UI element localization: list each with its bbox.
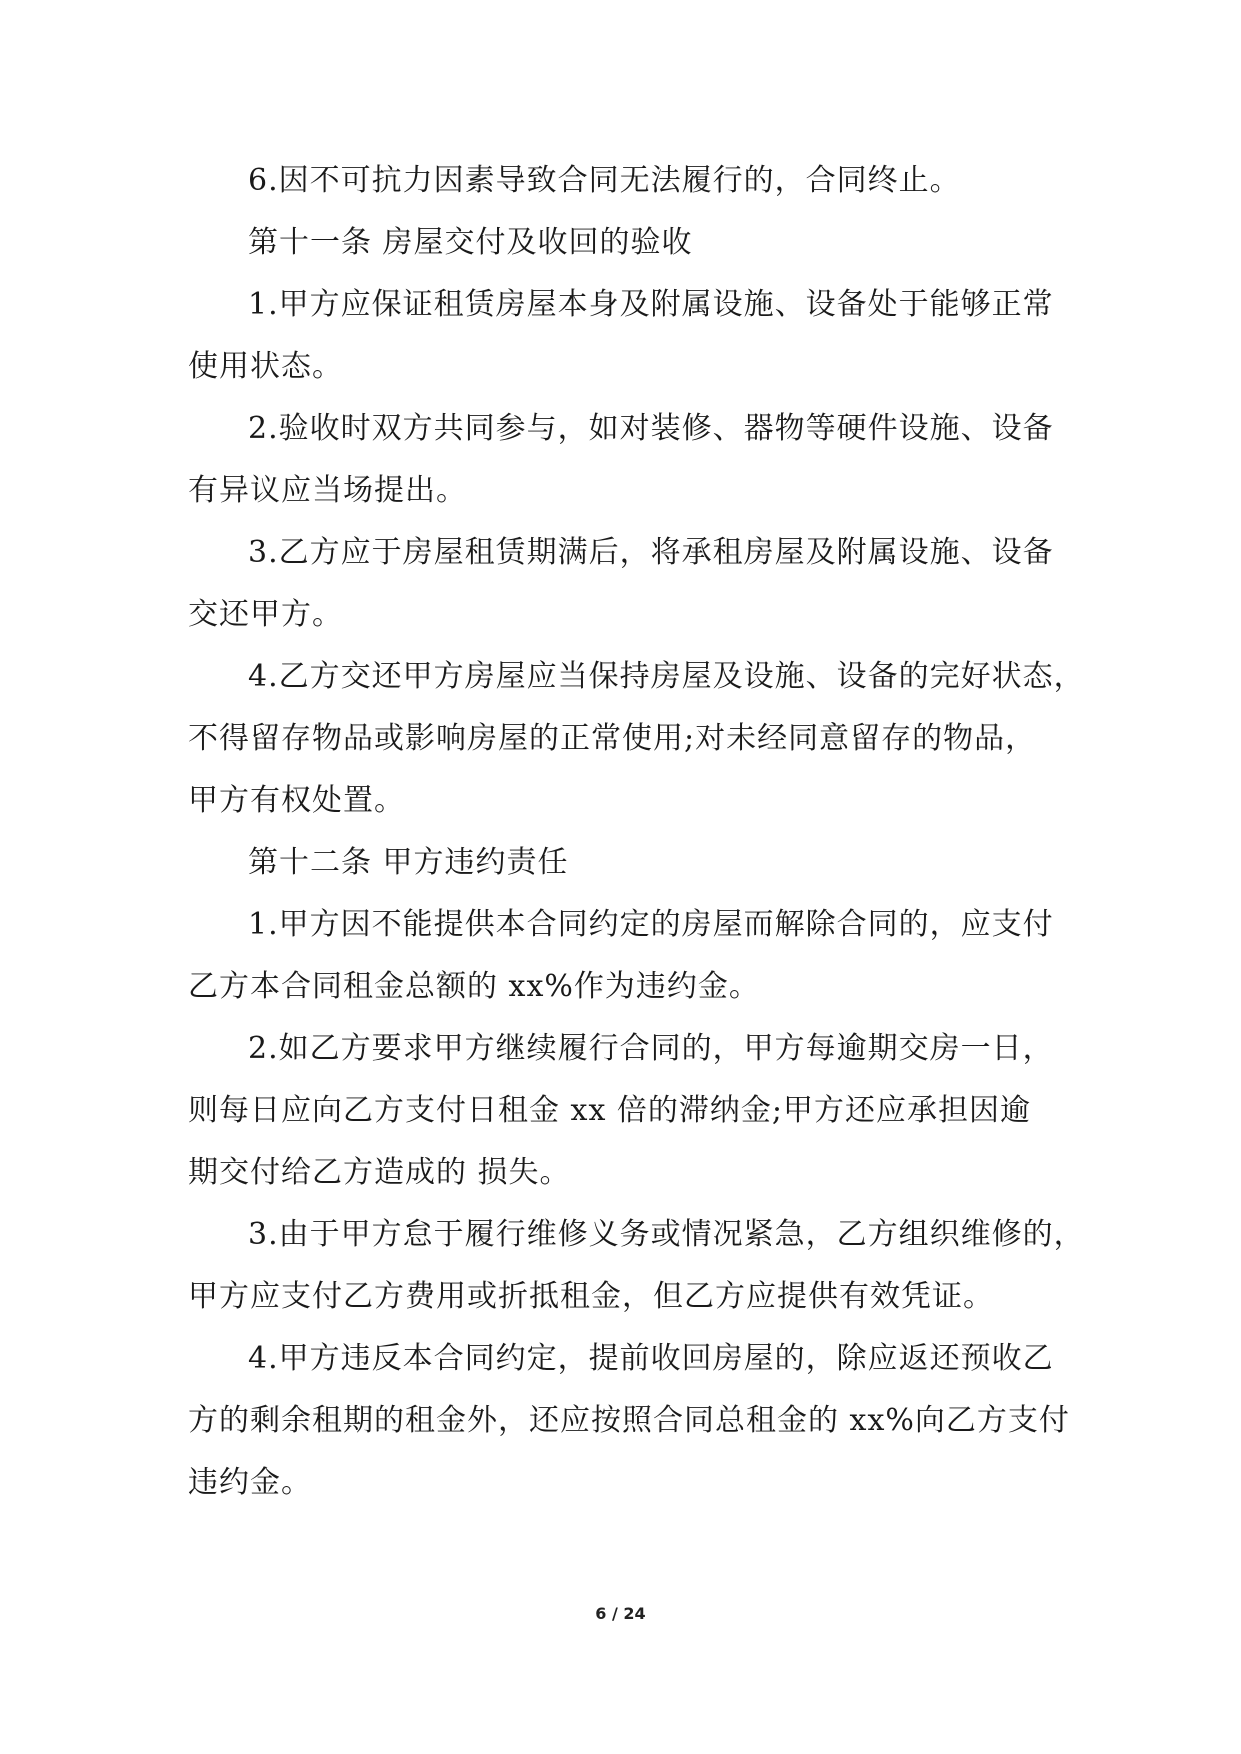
paragraph-line: 1.甲方因不能提供本合同约定的房屋而解除合同的，应支付 [248, 907, 1054, 942]
paragraph-line: 2.如乙方要求甲方继续履行合同的，甲方每逾期交房一日， [248, 1031, 1054, 1066]
paragraph-line: 6.因不可抗力因素导致合同无法履行的，合同终止。 [248, 163, 961, 198]
paragraph-line: 使用状态。 [188, 349, 343, 384]
paragraph-line: 甲方有权处置。 [188, 783, 405, 818]
paragraph-line: 期交付给乙方造成的 损失。 [188, 1155, 571, 1190]
article-heading: 第十二条 甲方违约责任 [248, 845, 569, 880]
paragraph-line: 乙方本合同租金总额的 xx%作为违约金。 [188, 969, 760, 1004]
paragraph-line: 甲方应支付乙方费用或折抵租金，但乙方应提供有效凭证。 [188, 1279, 994, 1314]
paragraph-line: 3.由于甲方怠于履行维修义务或情况紧急，乙方组织维修的， [248, 1217, 1085, 1252]
article-heading: 第十一条 房屋交付及收回的验收 [248, 225, 693, 260]
paragraph-line: 4.甲方违反本合同约定，提前收回房屋的，除应返还预收乙 [248, 1341, 1054, 1376]
document-body [188, 150, 1085, 1514]
paragraph-line: 3.乙方应于房屋租赁期满后，将承租房屋及附属设施、设备 [248, 535, 1054, 570]
paragraph-line: 则每日应向乙方支付日租金 xx 倍的滞纳金;甲方还应承担因逾 [188, 1093, 1032, 1128]
paragraph-line: 2.验收时双方共同参与，如对装修、器物等硬件设施、设备 [248, 411, 1054, 446]
paragraph-line: 有异议应当场提出。 [188, 473, 467, 508]
paragraph-line: 方的剩余租期的租金外，还应按照合同总租金的 xx%向乙方支付 [188, 1403, 1070, 1438]
paragraph-line: 不得留存物品或影响房屋的正常使用;对未经同意留存的物品， [188, 721, 1037, 756]
paragraph-line: 4.乙方交还甲方房屋应当保持房屋及设施、设备的完好状态， [248, 659, 1085, 694]
paragraph-line: 交还甲方。 [188, 597, 343, 632]
paragraph-line: 违约金。 [188, 1465, 312, 1500]
page-number: 6 / 24 [595, 1604, 646, 1623]
paragraph-line: 1.甲方应保证租赁房屋本身及附属设施、设备处于能够正常 [248, 287, 1054, 322]
